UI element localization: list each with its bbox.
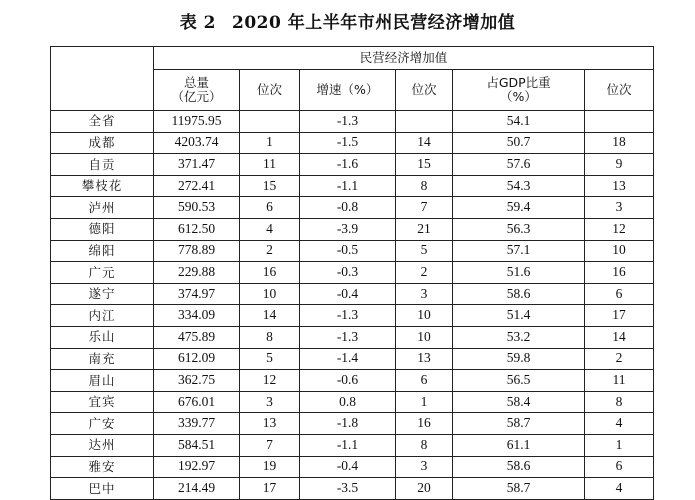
- data-table: [50, 46, 654, 500]
- col-header-rank-share: 位次: [585, 70, 654, 111]
- rank-total-cell: 3: [240, 391, 300, 413]
- table-row: [51, 326, 654, 348]
- rank-total-cell: 19: [240, 456, 300, 478]
- total-cell: 612.09: [154, 348, 240, 370]
- table-row: [51, 197, 654, 219]
- rank-growth-cell: [396, 111, 453, 133]
- growth-cell: -1.5: [300, 132, 396, 154]
- share-cell: 56.5: [453, 370, 585, 392]
- share-cell: 58.7: [453, 413, 585, 435]
- growth-cell: -1.6: [300, 154, 396, 176]
- region-cell: 达州: [51, 434, 154, 456]
- rank-growth-cell: 13: [396, 348, 453, 370]
- rank-growth-cell: 1: [396, 391, 453, 413]
- growth-cell: -1.4: [300, 348, 396, 370]
- table-row: [51, 154, 654, 176]
- rank-total-cell: 13: [240, 413, 300, 435]
- rank-growth-cell: 10: [396, 305, 453, 327]
- rank-growth-cell: 16: [396, 413, 453, 435]
- rank-total-cell: 14: [240, 305, 300, 327]
- rank-share-cell: 16: [585, 262, 654, 284]
- total-cell: 4203.74: [154, 132, 240, 154]
- rank-share-cell: 11: [585, 370, 654, 392]
- table-row: [51, 218, 654, 240]
- table-row: [51, 348, 654, 370]
- growth-cell: -0.8: [300, 197, 396, 219]
- group-header: 民营经济增加值: [154, 47, 654, 70]
- share-cell: 57.1: [453, 240, 585, 262]
- share-cell: 59.8: [453, 348, 585, 370]
- col-header-share: 占GDP比重 （%）: [453, 70, 585, 111]
- rank-total-cell: 8: [240, 326, 300, 348]
- rank-growth-cell: 20: [396, 478, 453, 500]
- growth-cell: -0.4: [300, 283, 396, 305]
- rank-growth-cell: 5: [396, 240, 453, 262]
- share-cell: 58.6: [453, 456, 585, 478]
- rank-share-cell: 9: [585, 154, 654, 176]
- growth-cell: -1.3: [300, 305, 396, 327]
- rank-total-cell: 12: [240, 370, 300, 392]
- rank-total-cell: 10: [240, 283, 300, 305]
- share-cell: 50.7: [453, 132, 585, 154]
- region-cell: 绵阳: [51, 240, 154, 262]
- total-cell: 584.51: [154, 434, 240, 456]
- total-cell: 272.41: [154, 175, 240, 197]
- total-cell: 214.49: [154, 478, 240, 500]
- col-header-total: 总量 （亿元）: [154, 70, 240, 111]
- total-cell: 676.01: [154, 391, 240, 413]
- total-cell: 475.89: [154, 326, 240, 348]
- share-cell: 54.1: [453, 111, 585, 133]
- region-cell: 攀枝花: [51, 175, 154, 197]
- growth-cell: -1.3: [300, 326, 396, 348]
- rank-growth-cell: 6: [396, 370, 453, 392]
- total-cell: 371.47: [154, 154, 240, 176]
- region-cell: 广元: [51, 262, 154, 284]
- region-cell: 自贡: [51, 154, 154, 176]
- rank-total-cell: 11: [240, 154, 300, 176]
- rank-share-cell: 14: [585, 326, 654, 348]
- rank-share-cell: 4: [585, 413, 654, 435]
- rank-share-cell: 13: [585, 175, 654, 197]
- rank-total-cell: 17: [240, 478, 300, 500]
- rank-share-cell: 2: [585, 348, 654, 370]
- growth-cell: -1.3: [300, 111, 396, 133]
- total-cell: 229.88: [154, 262, 240, 284]
- growth-cell: -0.6: [300, 370, 396, 392]
- region-cell: 巴中: [51, 478, 154, 500]
- region-cell: 内江: [51, 305, 154, 327]
- share-cell: 51.4: [453, 305, 585, 327]
- share-cell: 57.6: [453, 154, 585, 176]
- table-row: [51, 391, 654, 413]
- region-cell: 雅安: [51, 456, 154, 478]
- region-cell: 德阳: [51, 218, 154, 240]
- table-number: 表 2: [179, 13, 216, 33]
- growth-cell: -1.8: [300, 413, 396, 435]
- total-cell: 11975.95: [154, 111, 240, 133]
- table-row: [51, 240, 654, 262]
- rank-total-cell: 2: [240, 240, 300, 262]
- growth-cell: -0.4: [300, 456, 396, 478]
- table-row: [51, 434, 654, 456]
- region-cell: 南充: [51, 348, 154, 370]
- rank-share-cell: 17: [585, 305, 654, 327]
- col-header-growth: 增速（%）: [300, 70, 396, 111]
- rank-growth-cell: 10: [396, 326, 453, 348]
- growth-cell: -1.1: [300, 434, 396, 456]
- rank-total-cell: 4: [240, 218, 300, 240]
- total-cell: 339.77: [154, 413, 240, 435]
- share-cell: 56.3: [453, 218, 585, 240]
- rank-growth-cell: 21: [396, 218, 453, 240]
- total-cell: 334.09: [154, 305, 240, 327]
- share-cell: 51.6: [453, 262, 585, 284]
- rank-share-cell: 4: [585, 478, 654, 500]
- region-cell: 遂宁: [51, 283, 154, 305]
- total-cell: 590.53: [154, 197, 240, 219]
- total-cell: 374.97: [154, 283, 240, 305]
- table-row: [51, 262, 654, 284]
- growth-cell: -0.3: [300, 262, 396, 284]
- table-row: [51, 283, 654, 305]
- table-row: [51, 305, 654, 327]
- rank-total-cell: 15: [240, 175, 300, 197]
- region-cell: 全省: [51, 111, 154, 133]
- growth-cell: -1.1: [300, 175, 396, 197]
- share-cell: 59.4: [453, 197, 585, 219]
- rank-growth-cell: 7: [396, 197, 453, 219]
- total-cell: 612.50: [154, 218, 240, 240]
- share-cell: 53.2: [453, 326, 585, 348]
- rank-total-cell: [240, 111, 300, 133]
- rank-total-cell: 1: [240, 132, 300, 154]
- share-cell: 58.6: [453, 283, 585, 305]
- rank-share-cell: [585, 111, 654, 133]
- col-header-rank-growth: 位次: [396, 70, 453, 111]
- table-row: [51, 456, 654, 478]
- rank-total-cell: 7: [240, 434, 300, 456]
- table-row: [51, 413, 654, 435]
- region-cell: 乐山: [51, 326, 154, 348]
- growth-cell: -0.5: [300, 240, 396, 262]
- share-cell: 61.1: [453, 434, 585, 456]
- rank-total-cell: 5: [240, 348, 300, 370]
- growth-cell: 0.8: [300, 391, 396, 413]
- rank-share-cell: 1: [585, 434, 654, 456]
- table-row: [51, 478, 654, 500]
- rank-share-cell: 6: [585, 283, 654, 305]
- total-cell: 362.75: [154, 370, 240, 392]
- region-cell: 宜宾: [51, 391, 154, 413]
- rank-growth-cell: 8: [396, 175, 453, 197]
- rank-share-cell: 3: [585, 197, 654, 219]
- table-row: [51, 132, 654, 154]
- share-cell: 58.7: [453, 478, 585, 500]
- rank-share-cell: 12: [585, 218, 654, 240]
- region-cell: 眉山: [51, 370, 154, 392]
- region-cell: 广安: [51, 413, 154, 435]
- rank-growth-cell: 3: [396, 456, 453, 478]
- growth-cell: -3.9: [300, 218, 396, 240]
- table-caption: [0, 8, 695, 33]
- rank-share-cell: 18: [585, 132, 654, 154]
- share-cell: 54.3: [453, 175, 585, 197]
- rank-total-cell: 16: [240, 262, 300, 284]
- rank-share-cell: 8: [585, 391, 654, 413]
- rank-growth-cell: 3: [396, 283, 453, 305]
- rank-total-cell: 6: [240, 197, 300, 219]
- growth-cell: -3.5: [300, 478, 396, 500]
- table-row: [51, 370, 654, 392]
- region-cell: 成都: [51, 132, 154, 154]
- region-cell: 泸州: [51, 197, 154, 219]
- rank-growth-cell: 15: [396, 154, 453, 176]
- rank-share-cell: 10: [585, 240, 654, 262]
- header-row-group: [51, 47, 654, 70]
- rank-growth-cell: 2: [396, 262, 453, 284]
- total-cell: 778.89: [154, 240, 240, 262]
- share-cell: 58.4: [453, 391, 585, 413]
- region-header: [51, 47, 154, 111]
- rank-growth-cell: 14: [396, 132, 453, 154]
- rank-growth-cell: 8: [396, 434, 453, 456]
- table-row: [51, 175, 654, 197]
- col-header-rank-total: 位次: [240, 70, 300, 111]
- total-cell: 192.97: [154, 456, 240, 478]
- rank-share-cell: 6: [585, 456, 654, 478]
- table-row: [51, 111, 654, 133]
- table-title: 2020 年上半年市州民营经济增加值: [232, 13, 516, 33]
